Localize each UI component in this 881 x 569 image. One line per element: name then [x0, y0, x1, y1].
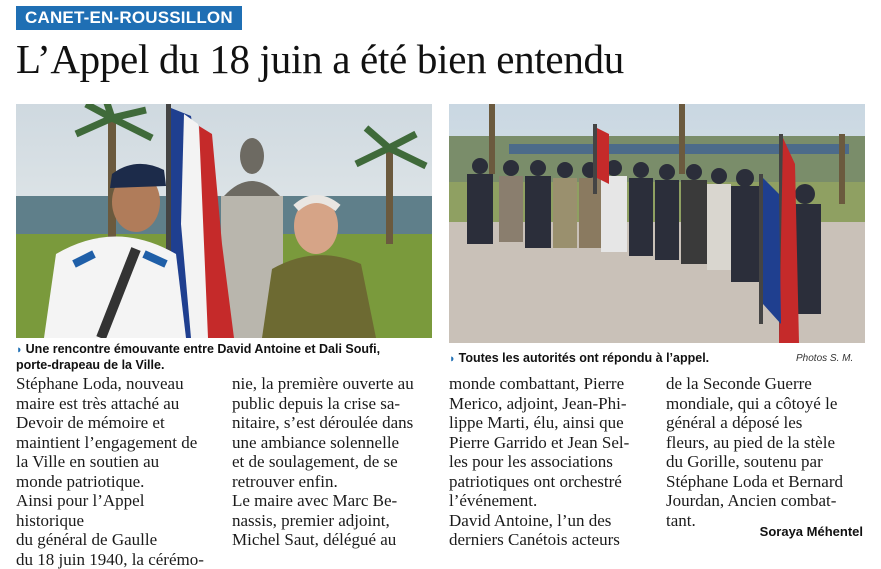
text-line: du Gorille, soutenu par [666, 452, 870, 472]
caption-line: porte-drapeau de la Ville. [16, 358, 164, 372]
article-column-1 [16, 374, 216, 569]
text-line: maintient l’engagement de [16, 433, 216, 453]
author-byline: Soraya Méhentel [760, 524, 863, 540]
text-line: derniers Canétois acteurs [449, 530, 653, 550]
text-line: Merico, adjoint, Jean-Phi- [449, 394, 653, 414]
article-headline: L’Appel du 18 juin a été bien entendu [16, 34, 624, 84]
photo-right [449, 104, 865, 343]
text-line: David Antoine, l’un des [449, 511, 653, 531]
text-line: Devoir de mémoire et [16, 413, 216, 433]
photo-left [16, 104, 432, 338]
text-line: maire est très attaché au [16, 394, 216, 414]
text-line: mondiale, qui a côtoyé le [666, 394, 870, 414]
text-line: lippe Marti, élu, ainsi que [449, 413, 653, 433]
authorities-group-image [449, 104, 865, 343]
text-line: Michel Saut, délégué au [232, 530, 436, 550]
text-line: retrouver enfin. [232, 472, 436, 492]
caption-marker-icon: ◗ [449, 353, 456, 365]
text-line: l’événement. [449, 491, 653, 511]
text-line: du 18 juin 1940, la cérémo- [16, 550, 216, 569]
text-line: général a déposé les [666, 413, 870, 433]
photo-credit: Photos S. M. [796, 353, 853, 365]
text-line: Stéphane Loda, nouveau [16, 374, 216, 394]
text-line: nie, la première ouverte au [232, 374, 436, 394]
text-line: de la Seconde Guerre [666, 374, 870, 394]
text-line: du général de Gaulle [16, 530, 216, 550]
photo-right-caption [449, 351, 709, 367]
text-line: nitaire, s’est déroulée dans [232, 413, 436, 433]
text-line: Ainsi pour l’Appel historique [16, 491, 216, 530]
caption-marker-icon: ◗ [16, 344, 23, 356]
text-line: patriotiques ont orchestré [449, 472, 653, 492]
caption-text: Toutes les autorités ont répondu à l’appel. [459, 351, 710, 365]
text-line: Pierre Garrido et Jean Sel- [449, 433, 653, 453]
article-column-4 [666, 374, 870, 530]
text-line: fleurs, au pied de la stèle [666, 433, 870, 453]
text-line: et de soulagement, de se [232, 452, 436, 472]
photo-left-caption [16, 342, 432, 373]
caption-line: Une rencontre émouvante entre David Antoine et Dali Soufi, [26, 342, 380, 356]
text-line: monde patriotique. [16, 472, 216, 492]
text-line: monde combattant, Pierre [449, 374, 653, 394]
article-column-2 [232, 374, 436, 550]
text-line: Jourdan, Ancien combat- [666, 491, 870, 511]
text-line: Le maire avec Marc Be- [232, 491, 436, 511]
text-line: Stéphane Loda et Bernard [666, 472, 870, 492]
text-line: public depuis la crise sa- [232, 394, 436, 414]
text-line: la Ville en soutien au [16, 452, 216, 472]
ceremony-portrait-image [16, 104, 432, 338]
text-line: les pour les associations [449, 452, 653, 472]
text-line: nassis, premier adjoint, [232, 511, 436, 531]
article-column-3 [449, 374, 653, 550]
text-line: tant. [666, 511, 870, 531]
text-line: une ambiance solennelle [232, 433, 436, 453]
section-kicker: CANET-EN-ROUSSILLON [16, 6, 242, 30]
